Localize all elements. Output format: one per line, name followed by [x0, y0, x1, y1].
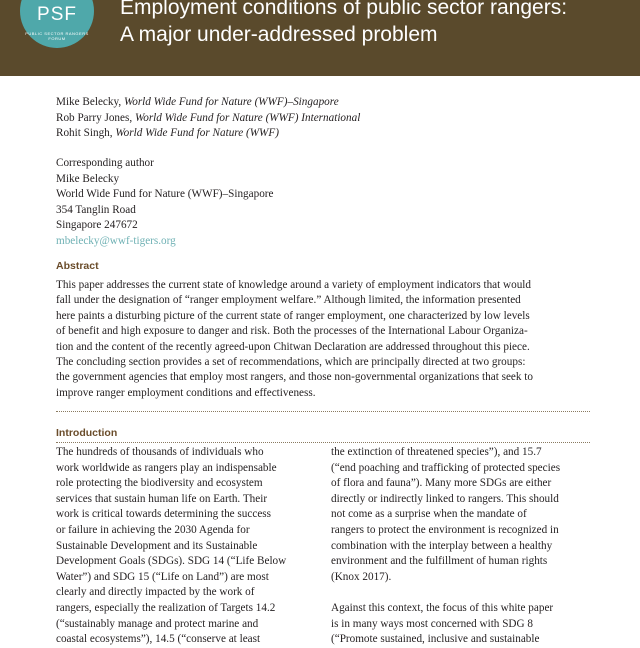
abstract-line: fall under the designation of “ranger employment welfare.” Although limited, the information presented: [56, 294, 521, 307]
body-line: Sustainable Development and its Sustainable: [56, 539, 258, 552]
body-line: (“Promote sustained, inclusive and sustainable: [331, 633, 540, 646]
corresponding-line: Mike Belecky: [56, 172, 120, 185]
introduction-right-column: [331, 445, 560, 648]
body-line: is in many ways most concerned with SDG 8: [331, 617, 533, 630]
introduction-left-column: [56, 445, 286, 648]
body-line: (“sustainably manage and protect marine and: [56, 617, 259, 630]
author-affiliation: World Wide Fund for Nature (WWF)–Singapore: [123, 96, 339, 108]
author-line: Rohit Singh, World Wide Fund for Nature (WWF): [56, 127, 279, 139]
body-line: environment and the fulfillment of human rights: [331, 555, 548, 568]
header-banner: [0, 0, 640, 76]
author-name: Rohit Singh: [56, 127, 110, 139]
body-line: or failure in achieving the 2030 Agenda for: [56, 523, 250, 536]
author-affiliation: World Wide Fund for Nature (WWF): [115, 127, 279, 139]
paper-title: [120, 0, 630, 48]
author-list: [56, 95, 360, 142]
corresponding-line: 354 Tanglin Road: [56, 203, 136, 216]
paragraph-break: [331, 585, 560, 601]
abstract-line: here paints a disturbing picture of the current state of ranger employment, one characterized by low levels: [56, 309, 530, 322]
body-line: Development Goals (SDGs). SDG 14 (“Life Below: [56, 555, 287, 568]
logo-text: PSF: [37, 4, 77, 25]
abstract-line: improve ranger employment conditions and effectiveness.: [56, 386, 316, 399]
body-line: role protecting the biodiversity and ecosystem: [56, 477, 263, 490]
body-line: Water”) and SDG 15 (“Life on Land”) are most: [56, 570, 269, 583]
abstract-line: This paper addresses the current state of knowledge around a variety of employment indicators that would: [56, 279, 532, 291]
title-line: A major under-addressed problem: [120, 23, 438, 46]
abstract-line: the government agencies that employ most rangers, and those non-governmental organizations that seek to: [56, 371, 533, 384]
body-line: rangers to protect the environment is recognized in: [331, 523, 559, 536]
logo-subtext: PUBLIC SECTOR RANGERS FORUM: [25, 31, 89, 41]
abstract-line: of benefit and high exposure to danger and risk. Both the processes of the International Labour Organiza-: [56, 325, 528, 338]
body-line: clearly and directly impacted by the work of: [56, 586, 255, 599]
author-name: Mike Belecky: [56, 96, 119, 108]
body-line: rangers, especially the realization of Targets 14.2: [56, 601, 276, 614]
body-line: work is critical towards determining the success: [56, 508, 271, 521]
author-line: Rob Parry Jones, World Wide Fund for Nature (WWF) International: [56, 111, 361, 124]
abstract-heading: Abstract: [56, 260, 99, 272]
body-line: (Knox 2017).: [331, 570, 392, 583]
body-line: services that sustain human life on Earth. Their: [56, 492, 268, 505]
section-divider: [56, 442, 590, 443]
email-link[interactable]: mbelecky@wwf-tigers.org: [56, 234, 176, 247]
body-line: Against this context, the focus of this white paper: [331, 601, 554, 614]
corresponding-author-block: [56, 156, 273, 249]
abstract-line: tion and the content of the recently agreed-upon Chitwan Declaration are addressed throughout this piece.: [56, 340, 530, 353]
body-line: coastal ecosystems”), 14.5 (“conserve at least: [56, 633, 261, 646]
author-line: Mike Belecky, World Wide Fund for Nature (WWF)–Singapore: [56, 96, 339, 108]
body-line: combination with the interplay between a healthy: [331, 539, 553, 552]
author-affiliation: World Wide Fund for Nature (WWF) International: [134, 111, 361, 124]
section-divider: [56, 411, 590, 412]
body-line: not come as a surprise when the mandate of: [331, 508, 527, 521]
corresponding-line: World Wide Fund for Nature (WWF)–Singapore: [56, 188, 274, 200]
body-line: directly or indirectly linked to rangers. This should: [331, 492, 559, 505]
psf-logo: [20, 0, 94, 48]
body-line: work worldwide as rangers play an indispensable: [56, 461, 277, 474]
body-line: the extinction of threatened species”), and 15.7: [331, 446, 542, 458]
corresponding-line: Singapore 247672: [56, 219, 138, 231]
corresponding-heading: Corresponding author: [56, 157, 154, 169]
body-line: The hundreds of thousands of individuals who: [56, 446, 264, 458]
title-line: Employment conditions of public sector rangers:: [120, 0, 568, 19]
introduction-heading: Introduction: [56, 427, 118, 439]
author-name: Rob Parry Jones: [56, 111, 130, 124]
abstract-line: The concluding section provides a set of recommendations, which are principally directed at two groups:: [56, 356, 526, 369]
abstract-body: [56, 278, 596, 401]
body-line: of flora and fauna”). Many more SDGs are either: [331, 477, 552, 490]
body-line: (“end poaching and trafficking of protected species: [331, 461, 561, 474]
